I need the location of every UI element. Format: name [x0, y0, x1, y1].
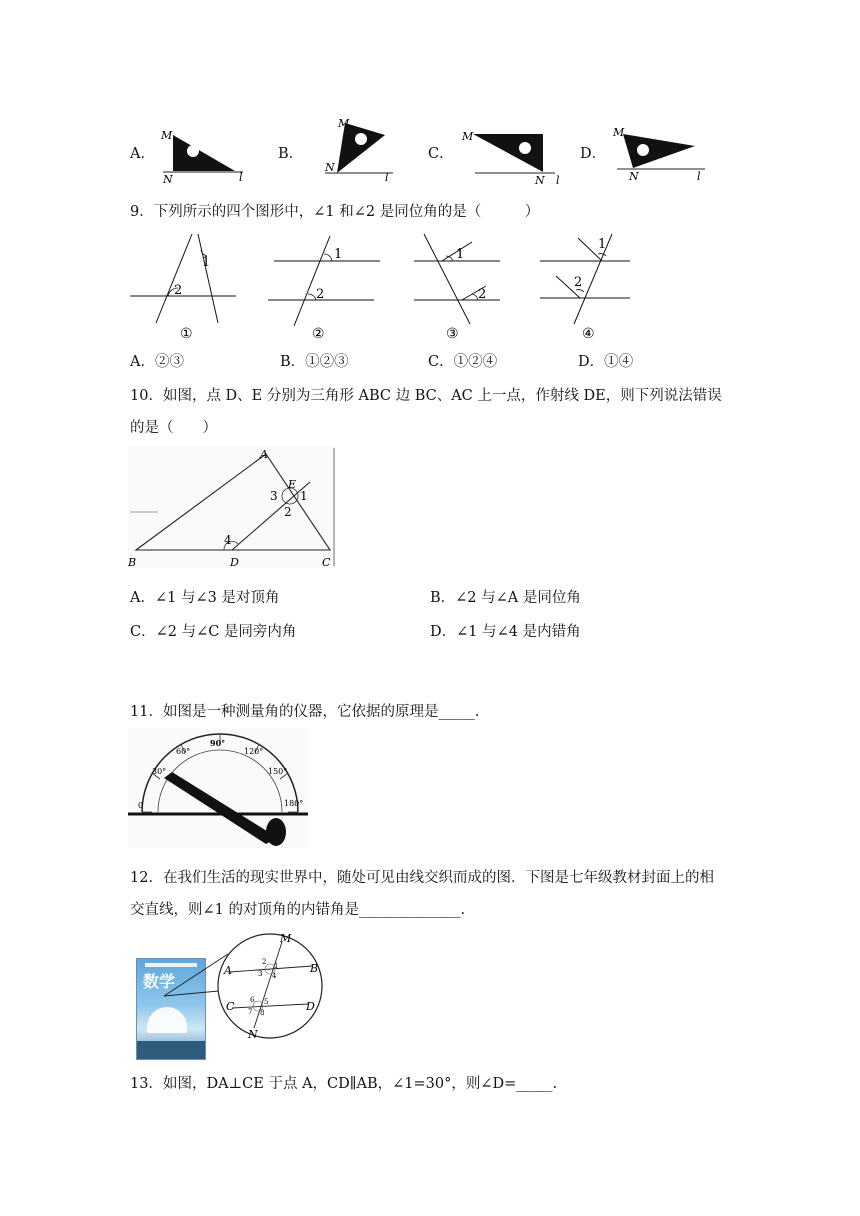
q9-f4-angle-2: 2	[574, 275, 583, 290]
q9-option-d[interactable]: D．①④	[578, 354, 634, 370]
q11-tick-150: 150°	[268, 767, 288, 776]
q12-angle-6: 6	[250, 996, 255, 1004]
q8a-label-m: M	[161, 129, 173, 142]
q8c-label-l: l	[556, 174, 560, 187]
q8-figure-d	[607, 122, 717, 187]
q10-stem-line2: 的是（ ）	[130, 420, 217, 436]
q10-option-c[interactable]: C．∠2 与∠C 是同旁内角	[130, 624, 297, 640]
q11-tick-0: 0	[138, 801, 144, 810]
q12-angle-7: 7	[248, 1008, 253, 1016]
set-square-b	[337, 123, 385, 173]
q12-angle-4: 4	[272, 972, 277, 980]
q8-option-d-letter[interactable]: D．	[580, 146, 607, 162]
q12-label-m: M	[280, 932, 292, 945]
q12-angle-1: 1	[274, 962, 279, 970]
q12-label-b: B	[310, 962, 319, 975]
q12-angle-8: 8	[260, 1009, 265, 1017]
q10-angle-2: 2	[284, 505, 292, 519]
q11-tick-120: 120°	[244, 747, 264, 756]
q9-f2-angle-2: 2	[316, 287, 325, 302]
q9-figure-2	[268, 236, 380, 342]
q8b-label-l: l	[385, 171, 389, 184]
q10-stem-line1: 10．如图，点 D、E 分别为三角形 ABC 边 BC、AC 上一点，作射线 DE，则下列说法错误	[130, 388, 722, 404]
q9-f3-angle-1: 1	[456, 247, 465, 262]
q11-tick-30: 30°	[152, 767, 167, 776]
q11-stem: 11．如图是一种测量角的仪器，它依据的原理是_____.	[130, 704, 480, 720]
q9-figure-2-label: ②	[312, 326, 325, 342]
set-square-d	[623, 134, 695, 168]
q10-angle-3: 3	[270, 489, 278, 503]
q9-figure-3	[414, 234, 500, 342]
q10-label-e: E	[288, 478, 297, 491]
q10-option-d[interactable]: D．∠1 与∠4 是内错角	[430, 624, 581, 640]
q9-f1-angle-1: 1	[202, 255, 211, 270]
q9-option-c[interactable]: C．①②④	[428, 354, 498, 370]
q8b-label-m: M	[338, 117, 350, 130]
q8a-label-n: N	[163, 173, 173, 186]
q12-stem-line1: 12．在我们生活的现实世界中，随处可见由线交织而成的图．下图是七年级教材封面上的相	[130, 870, 714, 886]
q8c-label-m: M	[462, 130, 474, 143]
q11-tick-90: 90°	[210, 738, 226, 748]
q8d-label-l: l	[697, 170, 701, 183]
q10-label-b: B	[128, 556, 137, 569]
q8-option-b-letter[interactable]: B．	[278, 146, 304, 162]
q8c-label-n: N	[535, 174, 545, 187]
q9-figure-1-label: ①	[180, 326, 193, 342]
q8a-label-l: l	[239, 171, 243, 184]
q10-figure	[128, 446, 340, 572]
q10-option-b[interactable]: B．∠2 与∠A 是同位角	[430, 590, 581, 606]
q9-figures	[128, 228, 648, 343]
q10-angle-1: 1	[300, 489, 308, 503]
q10-label-a: A	[260, 448, 268, 461]
q8-figure-a	[155, 125, 255, 185]
q12-zoom-figure	[216, 930, 326, 1042]
q11-tick-60: 60°	[176, 747, 191, 756]
textbook-title: 数学	[143, 972, 176, 991]
q12-label-n: N	[248, 1028, 258, 1041]
q9-option-a[interactable]: A．②③	[130, 354, 184, 370]
q11-tick-180: 180°	[284, 799, 304, 808]
q9-f2-angle-1: 1	[334, 247, 343, 262]
q8-option-c-letter[interactable]: C．	[428, 146, 454, 162]
q9-f4-angle-1: 1	[598, 237, 607, 252]
q12-stem-line2: 交直线，则∠1 的对顶角的内错角是______________.	[130, 902, 466, 918]
q12-label-d: D	[306, 1000, 315, 1013]
q9-figure-4	[540, 234, 630, 342]
set-square-a	[173, 135, 235, 171]
q8-figure-b	[305, 115, 405, 185]
q9-figure-4-label: ④	[582, 326, 595, 342]
q10-label-c: C	[322, 556, 331, 569]
q9-figure-3-label: ③	[446, 326, 459, 342]
q11-protractor-figure	[128, 728, 310, 850]
q12-angle-5: 5	[264, 998, 269, 1006]
q8-figure-c	[455, 122, 575, 187]
q10-angle-4: 4	[224, 533, 232, 547]
q8b-label-n: N	[325, 161, 335, 174]
q8-option-a-letter[interactable]: A．	[130, 146, 155, 162]
q9-f3-angle-2: 2	[478, 287, 487, 302]
q12-angle-3: 3	[258, 970, 263, 978]
q9-f1-angle-2: 2	[174, 283, 183, 298]
q9-option-b[interactable]: B．①②③	[280, 354, 349, 370]
q10-option-a[interactable]: A．∠1 与∠3 是对顶角	[130, 590, 280, 606]
q13-stem: 13．如图，DA⊥CE 于点 A，CD∥AB，∠1=30°，则∠D=_____.	[130, 1076, 558, 1092]
q8d-label-m: M	[613, 126, 625, 139]
set-square-c	[473, 134, 543, 172]
q9-stem: 9．下列所示的四个图形中，∠1 和∠2 是同位角的是（ ）	[130, 204, 540, 220]
q8d-label-n: N	[629, 170, 639, 183]
q12-label-c: C	[226, 1000, 235, 1013]
q9-figure-1	[130, 234, 236, 342]
q10-label-d: D	[230, 556, 239, 569]
q12-label-a: A	[224, 964, 232, 977]
q12-angle-2: 2	[262, 958, 267, 966]
